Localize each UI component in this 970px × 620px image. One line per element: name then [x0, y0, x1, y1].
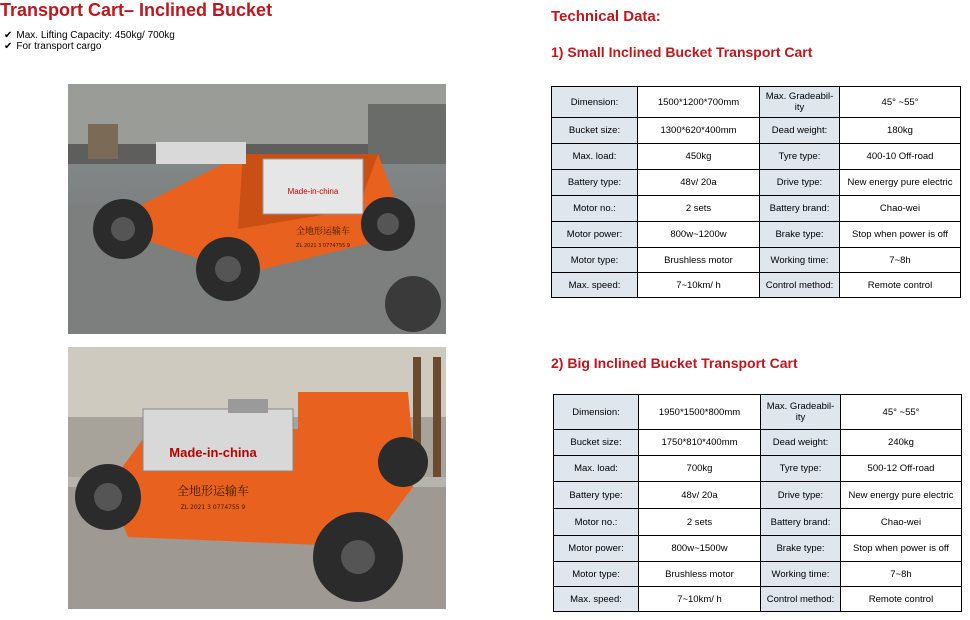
technical-data-title: Technical Data:: [551, 8, 661, 25]
table-row: [554, 536, 962, 562]
spec-label: Control method:: [760, 273, 840, 298]
spec-value: Stop when power is off: [841, 536, 962, 562]
table-row: [554, 395, 962, 430]
spec-label: Motor type:: [554, 562, 639, 587]
spec-label: Motor power:: [554, 536, 639, 562]
table-row: [554, 562, 962, 587]
small-cart-spec-table: [551, 86, 961, 298]
page-title: Transport Cart– Inclined Bucket: [0, 0, 273, 20]
spec-label: Max. Gradeabil-ity: [760, 87, 840, 118]
feature-text: For transport cargo: [16, 41, 102, 52]
spec-label: Bucket size:: [554, 430, 639, 456]
table-row: [552, 118, 961, 144]
spec-label: Brake type:: [760, 222, 840, 248]
feature-text: Max. Lifting Capacity: 450kg/ 700kg: [16, 30, 175, 41]
spec-value: Remote control: [840, 273, 961, 298]
table-row: [552, 273, 961, 298]
cart-photo-small: [68, 84, 446, 334]
spec-label: Battery type:: [552, 170, 638, 196]
spec-value: 800w~1200w: [638, 222, 760, 248]
feature-list: [4, 30, 175, 52]
spec-label: Control method:: [761, 587, 841, 612]
table-row: [552, 196, 961, 222]
spec-value: 700kg: [639, 456, 761, 482]
cart-chinese-text: 全地形运输车: [295, 227, 351, 237]
spec-label: Dead weight:: [760, 118, 840, 144]
spec-label: Brake type:: [761, 536, 841, 562]
table-row: [554, 509, 962, 536]
spec-value: 1950*1500*800mm: [639, 395, 761, 430]
spec-label: Battery brand:: [760, 196, 840, 222]
spec-value: 1300*620*400mm: [638, 118, 760, 144]
spec-label: Dimension:: [552, 87, 638, 118]
spec-value: Chao-wei: [840, 196, 961, 222]
cart-serial-text: ZL 2021 3 0774755 9: [180, 504, 246, 511]
spec-label: Bucket size:: [552, 118, 638, 144]
spec-label: Battery brand:: [761, 509, 841, 536]
spec-value: Stop when power is off: [840, 222, 961, 248]
spec-label: Max. Gradeabil-ity: [761, 395, 841, 430]
checkmark-icon: ✔: [4, 30, 13, 41]
spec-value: 400-10 Off-road: [840, 144, 961, 170]
spec-label: Max. speed:: [552, 273, 638, 298]
spec-value: 48v/ 20a: [639, 482, 761, 509]
spec-label: Dimension:: [554, 395, 639, 430]
spec-label: Max. load:: [552, 144, 638, 170]
spec-label: Drive type:: [761, 482, 841, 509]
spec-value: 45° ~55°: [840, 87, 961, 118]
big-cart-spec-table: [553, 394, 962, 612]
spec-value: New energy pure electric: [841, 482, 962, 509]
feature-item: [4, 41, 175, 52]
checkmark-icon: ✔: [4, 41, 13, 52]
brand-logo: Made-in-china: [169, 445, 257, 460]
spec-value: 7~10km/ h: [639, 587, 761, 612]
spec-value: Remote control: [841, 587, 962, 612]
spec-value: 500-12 Off-road: [841, 456, 962, 482]
spec-value: 1750*810*400mm: [639, 430, 761, 456]
spec-value: New energy pure electric: [840, 170, 961, 196]
spec-label: Motor type:: [552, 248, 638, 273]
table-row: [554, 456, 962, 482]
big-cart-heading: 2) Big Inclined Bucket Transport Cart: [551, 355, 798, 371]
cart-photo-big: [68, 347, 446, 609]
feature-item: [4, 30, 175, 41]
table-row: [554, 430, 962, 456]
spec-label: Tyre type:: [761, 456, 841, 482]
spec-value: 1500*1200*700mm: [638, 87, 760, 118]
spec-value: 7~10km/ h: [638, 273, 760, 298]
spec-value: 48v/ 20a: [638, 170, 760, 196]
spec-value: 45° ~55°: [841, 395, 962, 430]
cart-serial-text: ZL 2021 3 0774755 9: [296, 243, 350, 249]
spec-label: Dead weight:: [761, 430, 841, 456]
spec-label: Motor no.:: [554, 509, 639, 536]
table-row: [552, 248, 961, 273]
spec-label: Battery type:: [554, 482, 639, 509]
table-row: [552, 144, 961, 170]
spec-value: 800w~1500w: [639, 536, 761, 562]
table-row: [552, 170, 961, 196]
spec-value: 450kg: [638, 144, 760, 170]
spec-value: Brushless motor: [639, 562, 761, 587]
spec-value: 180kg: [840, 118, 961, 144]
spec-label: Max. load:: [554, 456, 639, 482]
spec-label: Working time:: [761, 562, 841, 587]
cart-chinese-text: 全地形运输车: [176, 484, 250, 498]
small-cart-heading: 1) Small Inclined Bucket Transport Cart: [551, 44, 813, 60]
table-row: [554, 482, 962, 509]
spec-label: Max. speed:: [554, 587, 639, 612]
spec-label: Drive type:: [760, 170, 840, 196]
brand-logo: Made-in-china: [287, 187, 339, 196]
spec-label: Motor power:: [552, 222, 638, 248]
spec-label: Motor no.:: [552, 196, 638, 222]
spec-value: 7~8h: [840, 248, 961, 273]
spec-value: 2 sets: [638, 196, 760, 222]
spec-value: 2 sets: [639, 509, 761, 536]
spec-value: 240kg: [841, 430, 962, 456]
table-row: [554, 587, 962, 612]
table-row: [552, 87, 961, 118]
spec-value: Chao-wei: [841, 509, 962, 536]
spec-value: Brushless motor: [638, 248, 760, 273]
table-row: [552, 222, 961, 248]
spec-label: Working time:: [760, 248, 840, 273]
spec-value: 7~8h: [841, 562, 962, 587]
spec-label: Tyre type:: [760, 144, 840, 170]
